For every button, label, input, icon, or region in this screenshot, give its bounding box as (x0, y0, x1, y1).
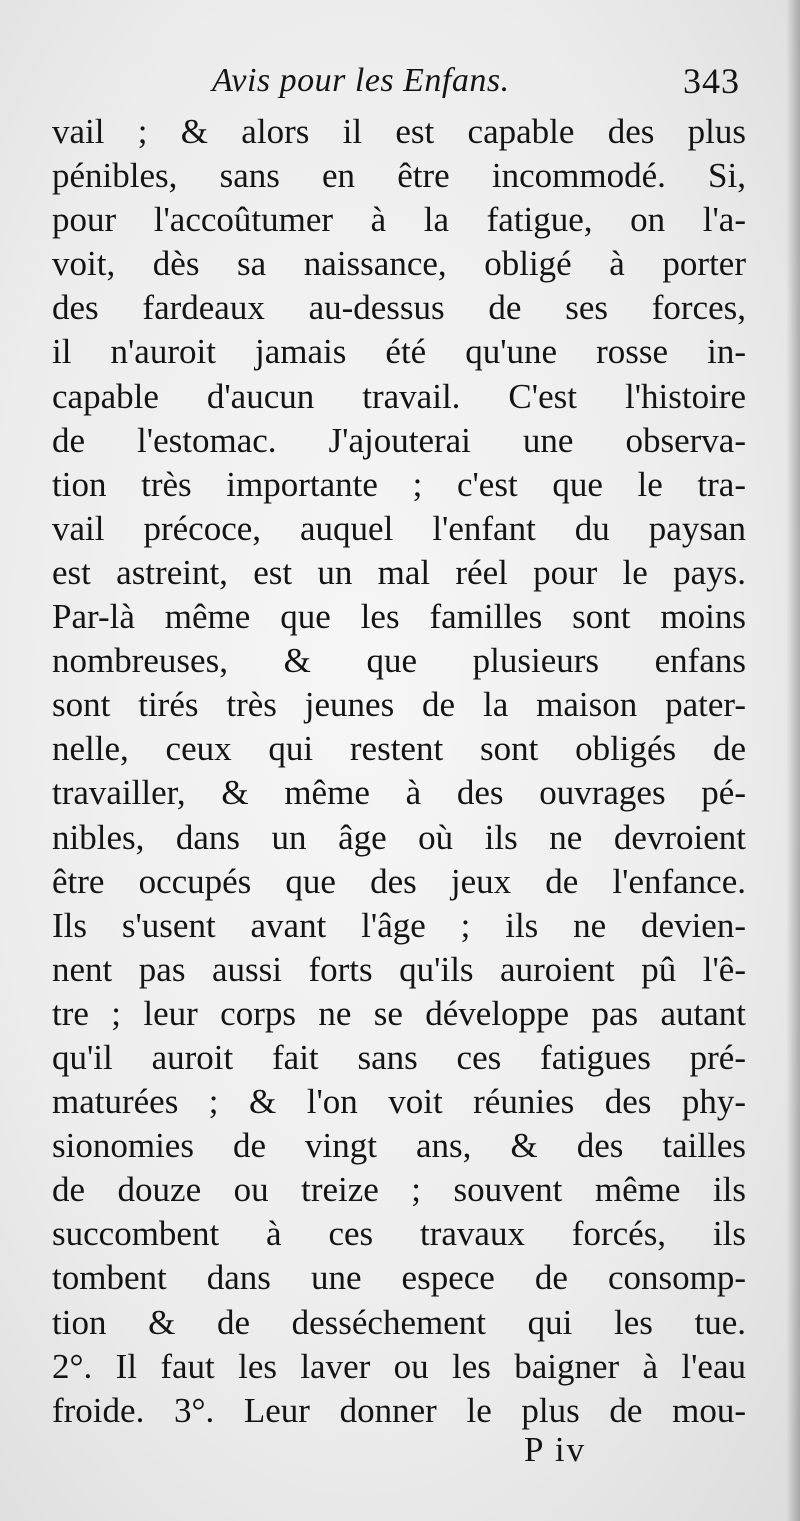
text-line: tion & de desséchement qui les tue. (52, 1302, 746, 1342)
text-line: de douze ou treize ; souvent même ils (52, 1170, 746, 1210)
text-line: il n'auroit jamais été qu'une rosse in- (52, 332, 746, 372)
text-line: pénibles, sans en être incommodé. Si, (52, 156, 746, 196)
signature-mark: P iv (524, 1430, 587, 1469)
text-line: froide. 3°. Leur donner le plus de mou- (52, 1390, 746, 1430)
text-line: sionomies de vingt ans, & des tailles (52, 1126, 746, 1166)
text-line: nombreuses, & que plusieurs enfans (52, 641, 746, 681)
text-line: sont tirés très jeunes de la maison pater- (52, 685, 746, 725)
text-line: tombent dans une espece de consomp- (52, 1258, 746, 1298)
text-line: Par-là même que les familles sont moins (52, 597, 746, 637)
text-line: pour l'accoûtumer à la fatigue, on l'a- (52, 200, 746, 240)
text-line: vail précoce, auquel l'enfant du paysan (52, 508, 746, 548)
text-line: voit, dès sa naissance, obligé à porter (52, 244, 746, 284)
running-head (60, 58, 740, 108)
text-line: est astreint, est un mal réel pour le pays. (52, 552, 746, 592)
text-line: qu'il auroit fait sans ces fatigues pré- (52, 1037, 746, 1077)
body-text (52, 110, 746, 1433)
page-number: 343 (683, 61, 740, 101)
running-title: Avis pour les Enfans. (212, 62, 510, 99)
text-line: capable d'aucun travail. C'est l'histoire (52, 376, 746, 416)
text-line: tion très importante ; c'est que le tra- (52, 464, 746, 504)
text-line: être occupés que des jeux de l'enfance. (52, 861, 746, 901)
text-line: vail ; & alors il est capable des plus (52, 112, 746, 151)
text-line: nelle, ceux qui restent sont obligés de (52, 729, 746, 769)
text-line: nibles, dans un âge où ils ne devroient (52, 817, 746, 857)
text-line: nent pas aussi forts qu'ils auroient pû l'ê- (52, 949, 746, 989)
text-line: travailler, & même à des ouvrages pé- (52, 773, 746, 813)
text-line: 2°. Il faut les laver ou les baigner à l'eau (52, 1346, 746, 1386)
text-line: des fardeaux au-dessus de ses forces, (52, 288, 746, 328)
text-line: de l'estomac. J'ajouterai une observa- (52, 420, 746, 460)
text-line: Ils s'usent avant l'âge ; ils ne devien- (52, 905, 746, 945)
text-line: maturées ; & l'on voit réunies des phy- (52, 1082, 746, 1122)
text-line: succombent à ces travaux forcés, ils (52, 1214, 746, 1254)
text-line: tre ; leur corps ne se développe pas autant (52, 993, 746, 1033)
